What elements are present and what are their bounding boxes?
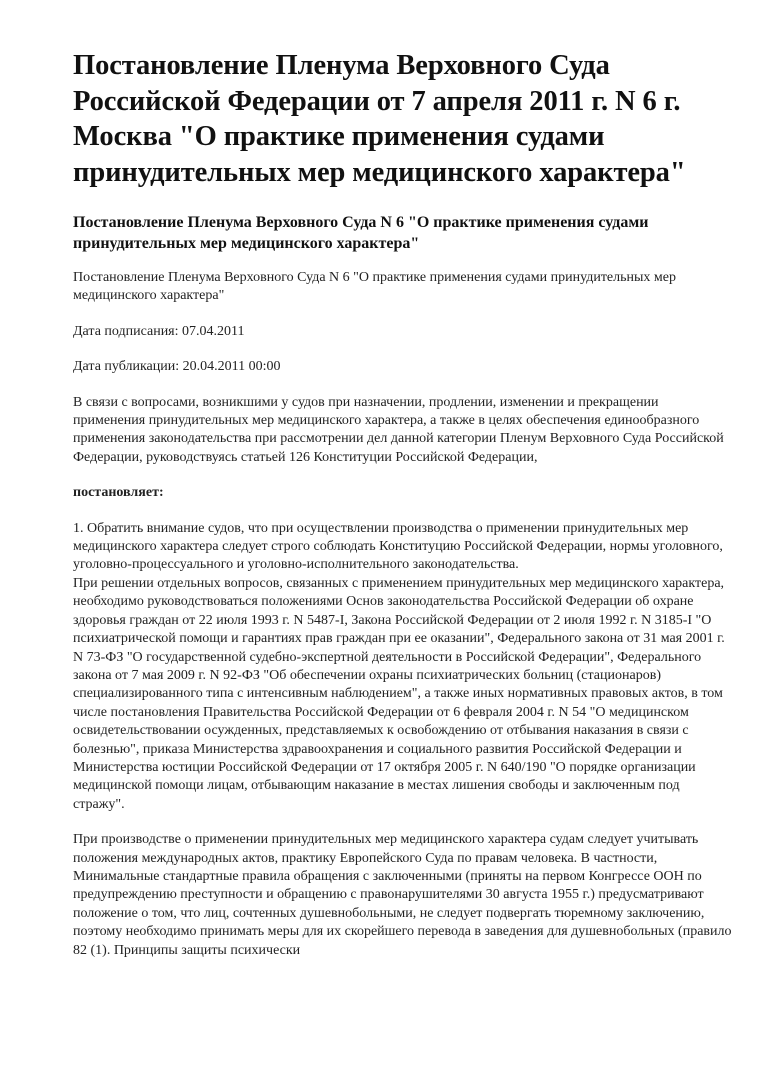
document-subtitle: Постановление Пленума Верховного Суда N 6 "О практике применения судами принудительных мер медицинского характера" xyxy=(73,214,649,252)
resolves-heading: постановляет: xyxy=(73,485,164,501)
paragraph-2: При решении отдельных вопросов, связанных с применением принудительных мер медицинского характера, необходимо руководствоваться положениями Основ законодательства Российской Федерации об охране здоровья граждан от 22 июля 1993 г. N 5487-I, Закона Российской Федерации от 2 июля 1992 г. N 3185-I "О психиатрической помощи и гарантиях прав граждан при ее оказании", Федерального закона от 31 мая 2001 г. N 73-ФЗ "О государственной судебно-экспертной деятельности в Российской Федерации", Федерального закона от 7 мая 2009 г. N 92-ФЗ "Об обеспечении охраны психиатрических больниц (стационаров) специализированного типа с интенсивным наблюдением", а также иных нормативных правовых актов, в том числе постановления Правительства Российской Федерации от 6 февраля 2004 г. N 54 "О медицинском освидетельствовании осужденных, представляемых к освобождению от отбывания наказания в связи с болезнью", приказа Министерства здравоохранения и социального развития Российской Федерации и Министерства юстиции Российской Федерации от 17 октября 2005 г. N 640/190 "О порядке организации медицинской помощи лицам, отбывающим наказание в местах лишения свободы и заключенным под стражу". xyxy=(73,575,725,812)
document-title: Постановление Пленума Верховного Суда Российской Федерации от 7 апреля 2011 г. N 6 г. Москва "О практике применения судами принудительных мер медицинского характера" xyxy=(73,50,686,188)
paragraph-3: При производстве о применении принудительных мер медицинского характера судам следует учитывать положения международных актов, практику Европейского Суда по правам человека. В частности, Минимальные стандартные правила обращения с заключенными (приняты на первом Конгрессе ООН по предупреждению преступности и обращению с правонарушителями 30 августа 1955 г.) предусматривают положение о том, что лиц, сочтенных душевнобольными, не следует подвергать тюремному заключению, поэтому необходимо принимать меры для их скорейшего перевода в заведения для душевнобольных (правило 82 (1). Принципы защиты психически xyxy=(73,832,732,958)
document-intro-name: Постановление Пленума Верховного Суда N 6 "О практике применения судами принудительных мер медицинского характера" xyxy=(73,270,676,304)
preamble-paragraph: В связи с вопросами, возникшими у судов при назначении, продлении, изменении и прекращении применения принудительных мер медицинского характера, а также в целях обеспечения единообразного применения законодательства при рассмотрении дел данной категории Пленум Верховного Суда Российской Федерации, руководствуясь статьей 126 Конституции Российской Федерации, xyxy=(73,394,724,465)
paragraph-1: 1. Обратить внимание судов, что при осуществлении производства о применении принудительных мер медицинского характера следует строго соблюдать Конституцию Российской Федерации, нормы уголовного, уголовно-процессуального и уголовно-исполнительного законодательства. xyxy=(73,520,723,573)
publication-date: Дата публикации: 20.04.2011 00:00 xyxy=(73,359,281,375)
document-page xyxy=(73,48,733,960)
signing-date: Дата подписания: 07.04.2011 xyxy=(73,323,245,339)
